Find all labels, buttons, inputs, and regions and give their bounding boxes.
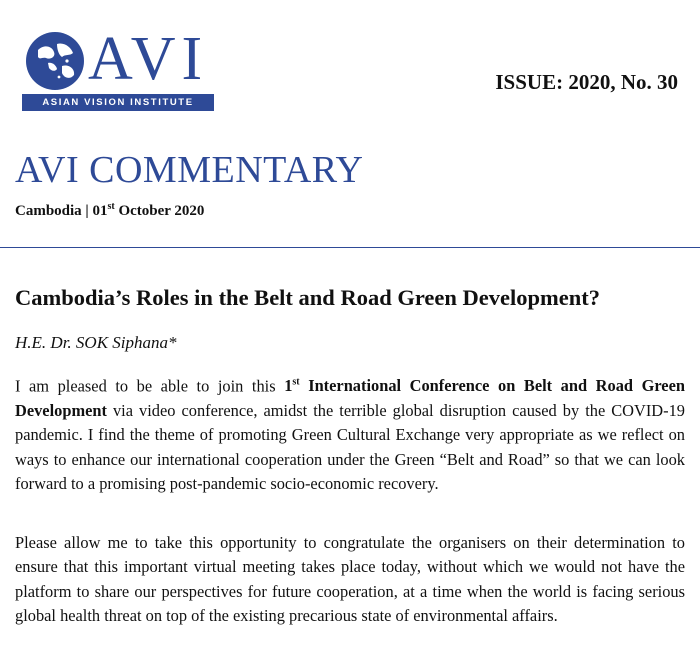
issue-number: ISSUE: 2020, No. 30 (495, 70, 678, 94)
author-name: H.E. Dr. SOK Siphana* (15, 333, 177, 352)
logo-org-name: ASIAN VISION INSTITUTE (22, 94, 214, 111)
p1-bold-sup: st (292, 377, 300, 388)
p1-rest: via video conference, amidst the terrible global disruption caused by the COVID-19 pandemic. I find the theme of promoting Green Cultural Exchange very appropriate as we reflect on ways to enhance our international cooperation under the Green “Belt and Road” so that we can look forward to a promising post-pandemic socio-economic recovery. (15, 400, 685, 494)
logo-letters: AVI (88, 25, 209, 93)
article-headline: Cambodia’s Roles in the Belt and Road Green Development? (15, 285, 600, 310)
globe-icon (24, 30, 86, 92)
divider (0, 247, 700, 248)
paragraph-1 (15, 371, 685, 497)
dateline-prefix: Cambodia | 01 (15, 203, 108, 219)
p1-conference-name: International Conference on Belt and Road Green Development (15, 376, 685, 420)
avi-logo (22, 22, 218, 114)
dateline-sup: st (107, 201, 115, 212)
p1-bold-number: 1 (284, 376, 293, 396)
p1-lead: I am pleased to be able to join this (15, 376, 285, 396)
dateline (15, 201, 204, 220)
paragraph-2: Please allow me to take this opportunity to congratulate the organisers on their determination to ensure that this important virtual meeting takes place today, without which we would not have the platform to share our perspectives for future cooperation, at a time when the world is facing serious global health threat on top of the existing precarious state of environmental affairs. (15, 533, 685, 626)
series-title: AVI COMMENTARY (15, 149, 364, 191)
dateline-suffix: October 2020 (114, 203, 205, 219)
